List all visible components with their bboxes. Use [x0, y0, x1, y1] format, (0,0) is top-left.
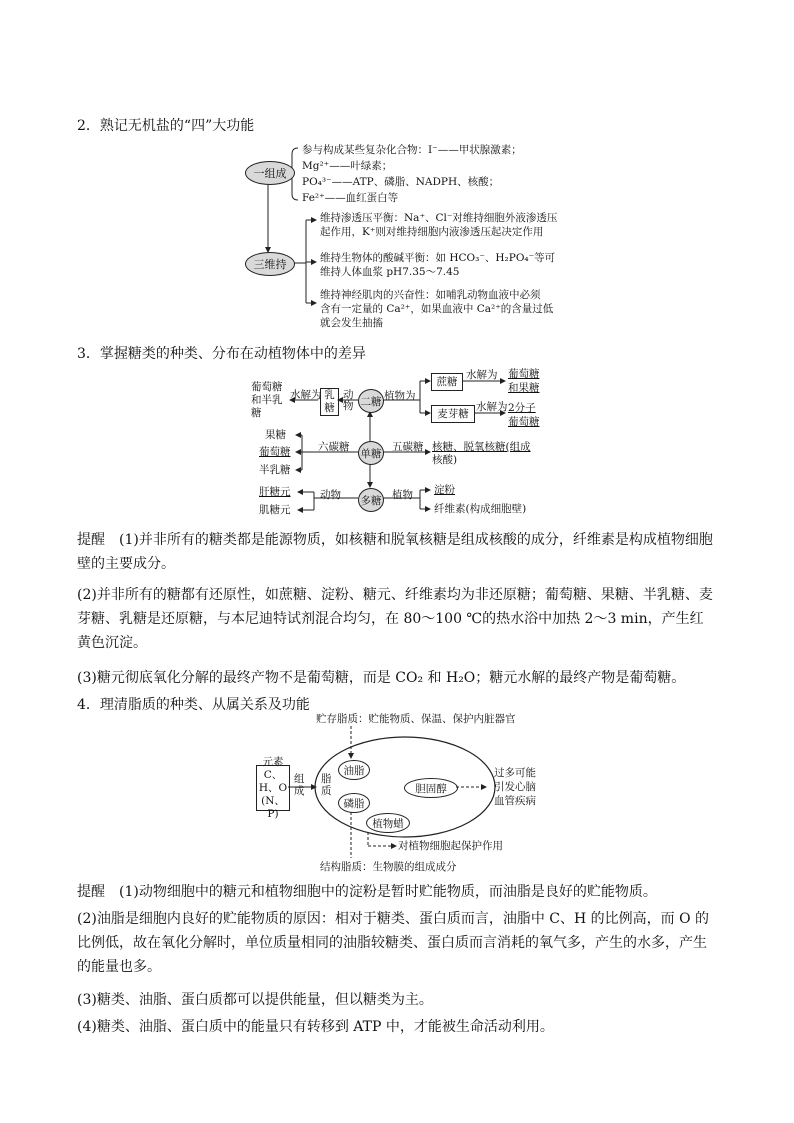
hydrolysis-label-left: 水解为	[290, 389, 322, 401]
ribose-deoxyribose: 核酸)	[432, 454, 458, 466]
maltose-product: 2分子	[508, 402, 536, 414]
plant-to-label: 植物为	[384, 390, 416, 402]
compose-node: 一组成	[245, 161, 295, 185]
storage-lipid-label: 贮存脂质：贮能物质、保温、保护内脏器官	[316, 713, 516, 725]
maintain-excitability: 维持神经肌肉的兴奋性：如哺乳动物血液中必须	[320, 289, 541, 301]
compose-item: Mg²⁺——叶绿素；	[302, 160, 393, 172]
maintain-acid-base: 维持生物体的酸碱平衡：如 HCO₃⁻、H₂PO₄⁻等可	[320, 252, 556, 264]
compose-char: 组	[294, 773, 305, 785]
lipid-char: 质	[321, 785, 332, 797]
maintain-node: 三维持	[245, 252, 295, 276]
animal-label: 动物	[320, 489, 341, 501]
sucrose-product: 葡萄糖	[508, 368, 540, 380]
lactose-char: 糖	[324, 402, 335, 414]
maintain-excitability: 就会发生抽搐	[320, 317, 383, 329]
section-2-heading: 2．熟记无机盐的“四”大功能	[77, 118, 255, 134]
polysaccharide-node: 多糖	[358, 488, 384, 512]
ribose-deoxyribose: 核糖、脱氧核糖(组成	[432, 441, 531, 453]
maltose-box: 麦芽糖	[431, 405, 475, 423]
disaccharide-node: 二糖	[358, 389, 384, 413]
section-3-heading: 3．掌握糖类的种类、分布在动植物体中的差异	[77, 346, 366, 362]
elements-line: C、H、O	[258, 768, 288, 794]
phospholipid-node: 磷脂	[338, 793, 370, 813]
sec3-note-2: (2)并非所有的糖都有还原性，如蔗糖、淀粉、糖元、纤维素均为非还原糖；葡萄糖、果糖、半乳糖、麦芽糖、乳糖是还原糖，与本尼迪特试剂混合均匀，在 80～100 ℃的热水浴中加热 2～3 min，产生红黄色沉淀。	[77, 587, 713, 651]
sucrose-box: 蔗糖	[431, 373, 463, 391]
sec4-note-2: (2)油脂是细胞内良好的贮能物质的原因：相对于糖类、蛋白质而言，油脂中 C、H 的比例高，而 O 的比例低，故在氧化分解时，单位质量相同的油脂较糖类、蛋白质而言消耗的氧气多，产生的水多，产生的能量也多。	[77, 911, 710, 975]
compose-item: Fe²⁺——血红蛋白等	[302, 192, 399, 204]
glucose-galactose-label: 糖	[251, 407, 262, 419]
glucose-galactose-label: 和半乳	[251, 394, 283, 406]
cholesterol-node: 胆固醇	[404, 778, 458, 798]
sec4-note-3: (3)糖类、油脂、蛋白质都可以提供能量，但以糖类为主。	[77, 992, 433, 1008]
fructose: 果糖	[265, 429, 286, 441]
muscle-glycogen: 肌糖元	[259, 504, 291, 516]
wax-function: 对植物细胞起保护作用	[398, 840, 503, 852]
compose-item: PO₄³⁻——ATP、磷脂、NADPH、核酸；	[302, 176, 500, 188]
hydrolysis-label: 水解为	[466, 369, 498, 381]
sec4-note-4: (4)糖类、油脂、蛋白质中的能量只有转移到 ATP 中，才能被生命活动利用。	[77, 1019, 554, 1035]
elements-line: 元素	[262, 755, 284, 768]
animal-char: 动	[343, 389, 354, 401]
galactose: 半乳糖	[259, 464, 291, 476]
plant-label: 植物	[392, 489, 413, 501]
animal-char: 物	[343, 400, 354, 412]
section-4-heading: 4．理清脂质的种类、从属关系及功能	[77, 697, 310, 713]
lactose-char: 乳	[324, 389, 335, 401]
maintain-acid-base: 维持人体血浆 pH7.35～7.45	[320, 266, 460, 278]
starch: 淀粉	[434, 484, 455, 496]
plant-wax-node: 植物蜡	[366, 813, 410, 833]
excess-effect: 血管疾病	[494, 795, 536, 807]
maintain-osmotic: 起作用，K⁺则对维持细胞内液渗透压起决定作用	[320, 226, 544, 238]
sec4-note-1: 提醒 (1)动物细胞中的糖元和植物细胞中的淀粉是暂时贮能物质，而油脂是良好的贮能物质。	[77, 884, 657, 900]
monosaccharide-node: 单糖	[358, 441, 384, 465]
compose-item: 参与构成某些复杂化合物：I⁻——甲状腺激素；	[302, 144, 522, 156]
sec3-note-1: 提醒 (1)并非所有的糖类都是能源物质，如核糖和脱氧核糖是组成核酸的成分，纤维素是构成植物细胞壁的主要成分。	[77, 532, 713, 572]
glucose: 葡萄糖	[259, 446, 291, 458]
structural-lipid-label: 结构脂质：生物膜的组成成分	[320, 861, 457, 873]
lipid-label-v	[321, 773, 332, 797]
excess-effect: 过多可能	[494, 767, 536, 779]
compose-char: 成	[294, 785, 305, 797]
pentose-label: 五碳糖	[392, 441, 424, 453]
elements-box	[256, 755, 290, 820]
compose-label-v	[294, 773, 305, 797]
sucrose-product: 和果糖	[508, 382, 540, 394]
hydrolysis-label: 水解为	[476, 401, 508, 413]
elements-line: (N、P)	[261, 794, 285, 820]
maintain-excitability: 含有一定量的 Ca²⁺，如果血液中 Ca²⁺的含量过低	[320, 303, 554, 315]
maintain-osmotic: 维持渗透压平衡：Na⁺、Cl⁻对维持细胞外液渗透压	[320, 212, 558, 224]
excess-effect: 引发心脑	[494, 781, 536, 793]
cellulose: 纤维素(构成细胞壁)	[434, 503, 527, 515]
liver-glycogen: 肝糖元	[259, 486, 291, 498]
lipid-char: 脂	[321, 773, 332, 785]
glucose-galactose-label: 葡萄糖	[251, 381, 283, 393]
maltose-product: 葡萄糖	[508, 416, 540, 428]
fat-node: 油脂	[338, 760, 370, 780]
sec3-note-3: (3)糖元彻底氧化分解的最终产物不是葡萄糖，而是 CO₂ 和 H₂O；糖元水解的最终产物是葡萄糖。	[77, 670, 686, 686]
hexose-label: 六碳糖	[318, 441, 350, 453]
